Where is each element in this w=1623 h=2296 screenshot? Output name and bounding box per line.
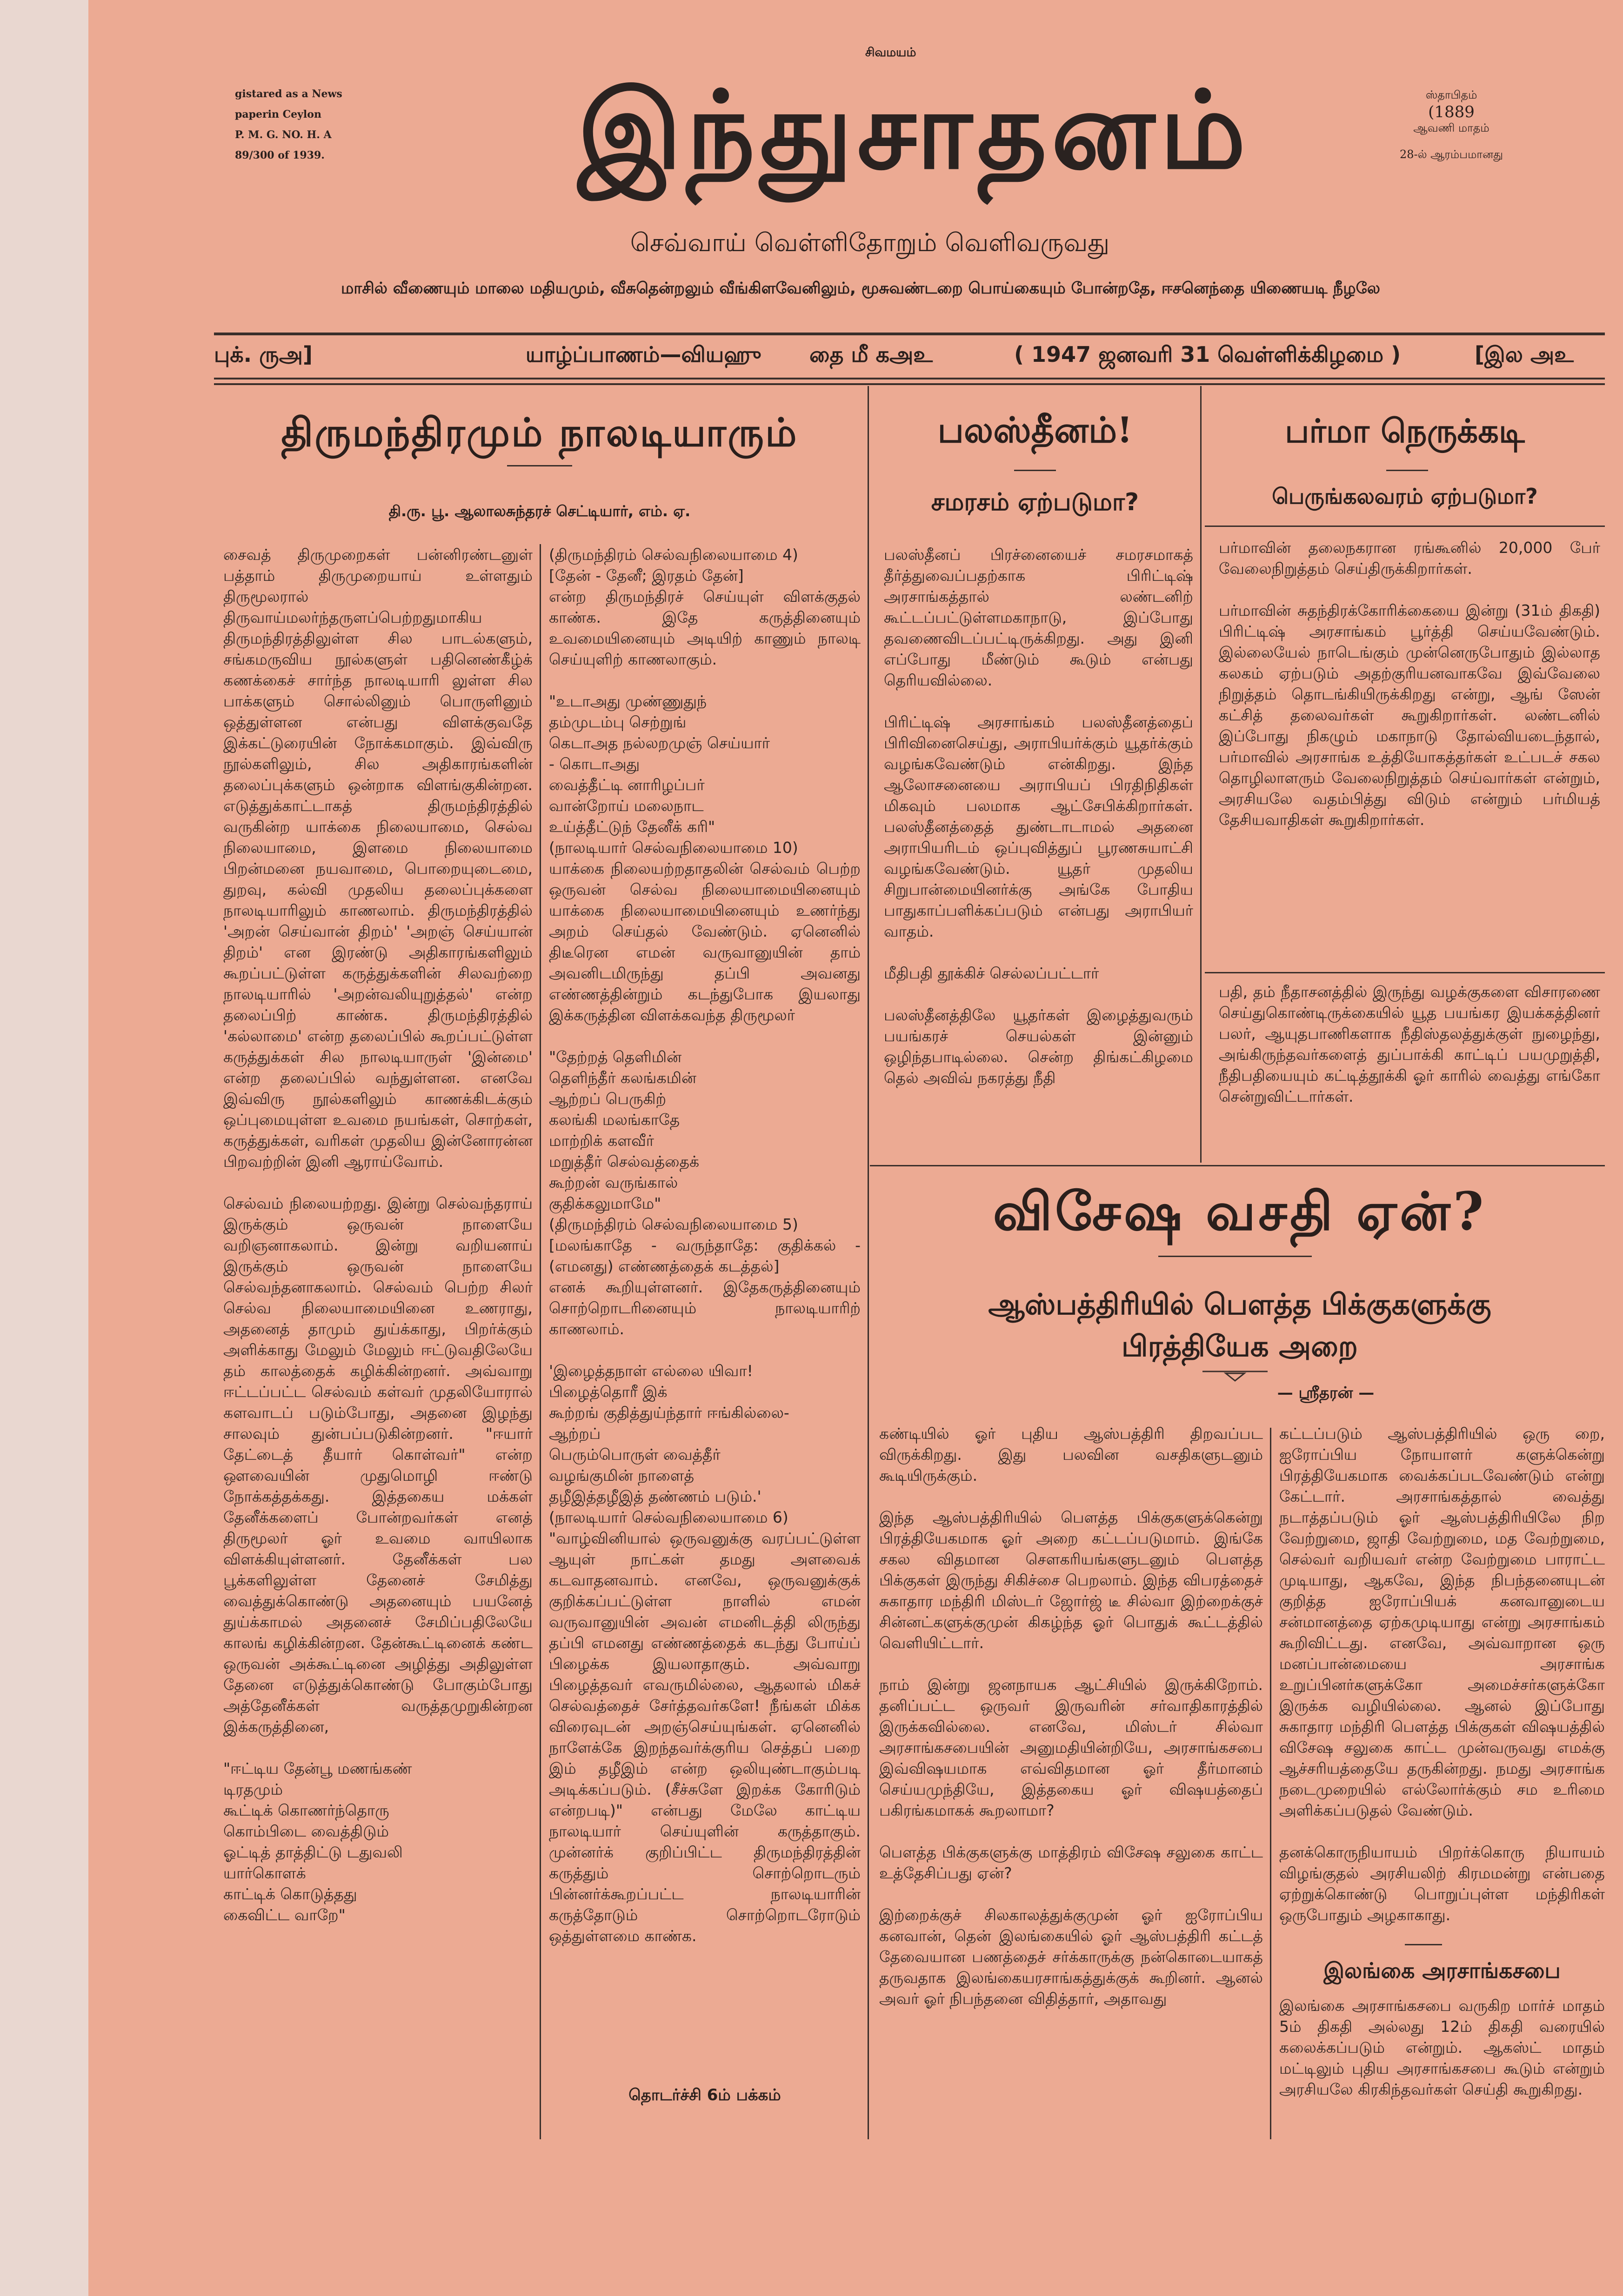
article-title: பர்மா நெருக்கடி — [1285, 412, 1525, 450]
article-subtitle: ஆஸ்பத்திரியில் பௌத்த பிக்குகளுக்கு பிரத்தியேக அறை — [988, 1287, 1491, 1363]
motto: மாசில் வீணையும் மாலை மதியமும், வீசுதென்றலும் வீங்கிளவேனிலும், மூசுவண்டறை பொய்கையும் போன்றதே, ஈசனெந்தை யிணையடி நீழலே — [341, 279, 1380, 298]
article-body: சைவத் திருமுறைகள் பன்னிரண்டனுள் பத்தாம் திருமுறையாய் உள்ளதும் திருமூலரால் திருவாய்மலர்ந்தருளப்பெற்றதுமாகிய திருமந்திரத்திலுள்ள சில பாடல்களும், சங்கமருவிய நூல்களுள் பதினெண்கீழ்க் கணக்கைச் சார்ந்த நாலடியாரி லுள்ள சில பாக்களும் சொல்லினும் பொருளினும் ஒத்துள்ளன என்பது விளக்குவதே இக்கட்டுரையின் நோக்கமாகும். இவ்விரு நூல்களிலும், சில அதிகாரங்களின் தலைப்புக்களும் ஒன்றாக விளங்குகின்றன. எடுத்துக்காட்டாகத் திருமந்திரத்தில் வருகின்ற யாக்கை நிலையாமை, செல்வ நிலையாமை, இளமை நிலையாமை பிறன்மனை நயவாமை, பொறையுடைமை, துறவு, கல்வி முதலிய தலைப்புக்களை நாலடியாரிலும் காணலாம். திருமந்திரத்தில் 'அறன் செய்வான் திறம்' 'அறஞ் செய்யான் திறம்' என இரண்டு அதிகாரங்களிலும் கூறப்பட்டுள்ள கருத்துக்களின் சிலவற்றை நாலடியாரில் 'அறன்வலியுறுத்தல்' என்ற தலைப்பிற் காண்க. திருமந்திரத்தில் 'கல்லாமை' என்ற தலைப்பில் கூறப்பட்டுள்ள கருத்துக்கள் சில நாலடியாருள் 'இன்மை' என்ற தலைப்பில் வந்துள்ளன. எனவே இவ்விரு நூல்களிலும் காணக்கிடக்கும் ஒப்புமையுள்ள உவமை நயங்கள், சொற்கள், கருத்துக்கள், வரிகள் முதலிய இன்னோரன்ன பிறவற்றின் இனி ஆராய்வோம். செல்வம் நிலையற்றது. இன்று செல்வந்தராய் இருக்கும் ஒருவன் நாளையே வறிஞனாகலாம். இன்று வறியனாய் இருக்கும் ஒருவன் நாளையே செல்வந்தனாகலாம். செல்வம் பெற்ற சிலர் செல்வ நிலையாமையினை உணராது, அதனைத் தாமும் துய்க்காது, பிறர்க்கும் அளிக்காது மேலும் மேலும் ஈட்டுவதிலேயே தம் காலத்தைக் கழிக்கின்றனர். அவ்வாறு ஈட்டப்பட்ட செல்வம் கள்வர் முதலியோரால் களவாடப் படும்போது, அதனை இழந்து சாலவும் துன்பப்படுகின்றனர். "ஈயார் தேட்டைத் தீயார் கொள்வர்" என்ற ஔவையின் முதுமொழி ஈண்டு நோக்கத்தக்கது. இத்தகைய மக்கள் தேனீக்களைப் போன்றவர்கள் எனத் திருமூலர் ஓர் உவமை வாயிலாக விளக்கியுள்ளனர். தேனீக்கள் பல பூக்களிலுள்ள தேனைச் சேமித்து வைத்துக்கொண்டு அதனையும் பயனேத் துய்க்காமல் அதனைச் சேமிப்பதிலேயே காலங் கழிக்கின்றன. தேன்கூட்டினைக் கண்ட ஒருவன் அக்கூட்டினை அழித்து அதிலுள்ள தேனை எடுத்துக்கொண்டு போகும்போது அத்தேனீக்கள் வருத்தமுறுகின்றன இக்கருத்தினை, "ஈட்டிய தேன்பூ மணங்கண் டிரதமும் கூட்டிக் கொணர்ந்தொரு கொம்பிடை வைத்திடும் ஓட்டித் தாத்திட்டு டதுவலி யார்கொளக் காட்டிக் கொடுத்தது கைவிட்ட வாறே" — [223, 546, 533, 1924]
issue-number: [இல அஉ — [1475, 342, 1574, 367]
title-underline — [1158, 1256, 1312, 1257]
column-divider — [1200, 386, 1202, 1163]
title-underline — [1386, 470, 1428, 471]
section-rule — [1205, 972, 1605, 973]
publication-place: யாழ்ப்பாணம்—வியஹு — [526, 342, 761, 367]
article-title: விசேஷ வசதி ஏன்? — [993, 1181, 1487, 1242]
continued-note: தொடர்ச்சி 6ம் பக்கம் — [628, 2086, 781, 2104]
masthead-rule — [214, 333, 1605, 335]
registration-block — [235, 84, 388, 166]
article-body: கட்டப்படும் ஆஸ்பத்திரியில் ஒரு றை, ஐரோப்பிய நோயாளர் களுக்கென்று பிரத்தியேகமாக வைக்கப்படவேண்டும் என்று கேட்டார். அரசாங்கத்தால் வைத்து நடாத்தப்படும் ஓர் ஆஸ்பத்திரியிலே நிற வேற்றுமை, ஜாதி வேற்றுமை, மத வேற்றுமை, செல்வர் வறியவர் என்ற வேற்றுமை பாராட்ட முடியாது, ஆகவே, இந்த நிபந்தனையுடன் குறித்த ஐரோப்பியக் கனவானுடைய சன்மானத்தை ஏற்கமுடியாது என்று அரசாங்கம் கூறிவிட்டது. எனவே, அவ்வாறான ஒரு மனப்பான்மையை அரசாங்க உறுப்பினர்களுக்கோ அமைச்சர்களுக்கோ இருக்க வழியில்லை. ஆனல் இப்போது சுகாதார மந்திரி பௌத்த பிக்குகள் விஷயத்தில் விசேஷ சலுகை காட்ட முன்வருவது எமக்கு ஆச்சரியத்தையே தருகின்றது. நமது அரசாங்க நடைமுறையில் எல்லோர்க்கும் சம உரிமை அளிக்கப்படுதல் வேண்டும். தனக்கொருநியாயம் பிறர்க்கொரு நியாயம் விழங்குதல் அரசியலிற் கிரமமன்று என்பதை ஏற்றுக்கொண்டு பொறுப்புள்ள மந்திரிகள் ஒருபோதும் அழகாகாது. — [1279, 1424, 1605, 1924]
article-body: இலங்கை அரசாங்கசபை வருகிற மார்ச் மாதம் 5ம் திகதி அல்லது 12ம் திகதி வரையில் கலைக்கப்படும் என்றும். ஆகஸ்ட் மாதம் மட்டிலும் புதிய அரசாங்கசபை கூடும் என்றும் அரசியலே கிரகிந்தவர்கள் செய்தி கூறுகிறது. — [1279, 1997, 1605, 2098]
issue-date: ( 1947 ஜனவரி 31 வெள்ளிக்கிழமை ) — [1014, 342, 1401, 367]
registration-line: P. M. G. NO. H. A — [235, 129, 332, 141]
article-title: பலஸ்தீனம்! — [937, 409, 1133, 451]
established-month: ஆவணி மாதம் — [1413, 121, 1489, 134]
ornament-icon — [1202, 1370, 1268, 1384]
article-body: பலஸ்தீனப் பிரச்னையைச் சமரசமாகத் தீர்த்துவைப்பதற்காக பிரிட்டிஷ் அரசாங்கத்தால் லண்டனிற் கூட்டப்பட்டுள்ளமகாநாடு, இப்போது தவணைவிடப்பட்டிருக்கிறது. அது இனி எப்போது மீண்டும் கூடும் என்பது தெரியவில்லை. பிரிட்டிஷ் அரசாங்கம் பலஸ்தீனத்தைப் பிரிவினைசெய்து, அராபியர்க்கும் யூதர்க்கும் வழங்கவேண்டும் என்கிறது. இந்த ஆலோசனையை அராபியப் பிரதிநிதிகள் மிகவும் பலமாக ஆட்சேபிக்கிறார்கள். பலஸ்தீனத்தைத் துண்டாடாமல் அதனை அராபியரிடம் ஒப்புவித்துப் பூரணசுயாட்சி வழங்கவேண்டும். யூதர் முதலிய சிறுபான்மையினர்க்கு அங்கே போதிய பாதுகாப்பளிக்கப்படும் என்பது அராபியர் வாதம். மீதிபதி தூக்கிச் செல்லப்பட்டார் பலஸ்தீனத்திலே யூதர்கள் இழைத்துவரும் பயங்கரச் செயல்கள் இன்னும் ஒழிந்தபாடில்லை. சென்ற திங்கட்கிழமை தெல் அவிவ் நகரத்து நீதி — [884, 546, 1193, 1087]
title-underline — [507, 465, 572, 466]
article-author: — ஸ்ரீதரன் — — [1277, 1384, 1375, 1402]
newspaper-title: இந்துசாதனம் — [577, 67, 1251, 193]
dateline-rule — [214, 378, 1605, 379]
article-subtitle: சமரசம் ஏற்படுமா? — [931, 488, 1139, 516]
newspaper-page — [88, 0, 1623, 2296]
article-subtitle: பெருங்கலவரம் ஏற்படுமா? — [1272, 484, 1538, 509]
article-body: கண்டியில் ஓர் புதிய ஆஸ்பத்திரி திறவப்பட விருக்கிறது. இது பலவின வசதிகளுடனும் கூடியிருக்கும். இந்த ஆஸ்பத்திரியில் பௌத்த பிக்குகளுக்கென்று பிரத்தியேகமாக ஓர் அறை கட்டப்படுமாம். இங்கே சகல விதமான சௌகரியங்களுடனும் பௌத்த பிக்குகள் இருந்து சிகிச்சை பெறலாம். இந்த விபரத்தைச் சுகாதார மந்திரி மிஸ்டர் ஜோர்ஜ் டீ சில்வா இற்றைக்குச் சின்னட்களுக்குமுன் கிகழ்ந்த ஓர் பொதுக் கூட்டத்தில் வெளியிட்டார். நாம் இன்று ஜனநாயக ஆட்சியில் இருக்கிறோம். தனிப்பட்ட ஒருவர் இருவரின் சர்வாதிகாரத்தில் இருக்கவில்லை. எனவே, மிஸ்டர் சில்வா அரசாங்கசபையின் அனுமதியின்றியே, அரசாங்கசபை இவ்விஷயமாக எவ்விதமான ஓர் தீர்மானம் செய்யமுந்தியே, இத்தகைய ஓர் விஷயத்தைப் பகிரங்கமாகக் கூறலாமா? பௌத்த பிக்குகளுக்கு மாத்திரம் விசேஷ சலுகை காட்ட உத்தேசிப்பது ஏன்? இற்றைக்குச் சிலகாலத்துக்குமுன் ஓர் ஐரோப்பிய கனவான், தென் இலங்கையில் ஓர் ஆஸ்பத்திரி கட்டத் தேவையான பணத்தைச் சர்க்காருக்கு நன்கொடையாகத் தருவதாக இலங்கையரசாங்கத்துக்குக் கூறினர். ஆனல் அவர் ஓர் நிபந்தனை விதித்தார், அதாவது — [879, 1424, 1263, 2008]
section-rule — [1405, 1944, 1442, 1945]
tamil-date: தை மீ கஅஉ — [809, 342, 933, 367]
tagline: செவ்வாய் வெள்ளிதோறும் வெளிவருவது — [630, 228, 1110, 257]
article-body: பதி, தம் நீதாசனத்தில் இருந்து வழக்குகளை விசாரணை செய்துகொண்டிருக்கையில் யூத பயங்கர இயக்கத்தினர் பலர், ஆயுதபாணிகளாக நீதிஸ்தலத்துக்குள் நுழைந்து, அங்கிருந்தவர்களைத் துப்பாக்கி காட்டிப் பயமுறுத்தி, நீதிபதியையும் கட்டித்தூக்கி ஓர் காரில் வைத்து எங்கோ சென்றுவிட்டார்கள். — [1219, 983, 1600, 1105]
article-author: தி.ரு. பூ. ஆலாலசுந்தரச் செட்டியார், எம். ஏ. — [388, 502, 691, 520]
column-divider — [540, 544, 541, 2139]
section-rule — [870, 1165, 1605, 1166]
established-note: 28-ல் ஆரம்பமானது — [1399, 148, 1503, 161]
registration-line: paperin Ceylon — [235, 108, 321, 120]
article-title: திருமந்திரமும் நாலடியாரும் — [281, 409, 798, 455]
top-label: சிவமயம் — [865, 46, 916, 60]
established-block — [1382, 88, 1521, 162]
title-underline — [1014, 470, 1056, 471]
registration-line: gistared as a News — [235, 88, 342, 100]
registration-line: 89/300 of 1939. — [235, 149, 325, 161]
column-divider — [868, 386, 869, 2139]
subtitle-rule — [1205, 526, 1605, 527]
established-label: ஸ்தாபிதம் — [1425, 88, 1477, 101]
volume-number: புக். ருஅ] — [214, 342, 313, 367]
article-body: பர்மாவின் தலைநகரான ரங்கூனில் 20,000 பேர் வேலைநிறுத்தம் செய்திருக்கிறார்கள். பர்மாவின் சுதந்திரக்கோரிக்கையை இன்று (31ம் திகதி) பிரிட்டிஷ் அரசாங்கம் பூர்த்தி செய்யவேண்டும். இல்லையேல் நாடெங்கும் முன்னெருபோதும் இல்லாத கலகம் ஏற்படும் அதற்குரியனவாகவே இவ்வேலை நிறுத்தம் தொடங்கியிருக்கிறது என்று, ஆங் ஸேன் கட்சித் தலைவர்கள் கூறுகிறார்கள். லண்டனில் இப்போது நிகழும் மகாநாடு தோல்வியடைந்தால், பர்மாவில் அரசாங்க உத்தியோகத்தர்கள் உட்படச் சகல தொழிலாளரும் வேலைநிறுத்தம் செய்வார்கள் என்றும், அரசியலே வதம்பித்து விடும் என்றும் பர்மியத் தேசியவாதிகள் கூறுகிறார்கள். — [1219, 539, 1600, 829]
dateline-rule — [214, 383, 1605, 385]
article-body: (திருமந்திரம் செல்வநிலையாமை 4) [தேன் - தேனீ; இரதம் தேன்] என்ற திருமந்திரச் செய்யுள் விளக்குதல் காண்க. இதே கருத்தினையும் உவமையினையும் அடியிற் காணும் நாலடி செய்யுளிற் காணலாகும். "உடாஅது முண்ணுதுந் தம்முடம்பு செற்றுங் கெடாஅத நல்லறமுஞ் செய்யார் - கொடாஅது வைத்தீட்டி னாரிழப்பர் வான்றோய் மலைநாட உய்த்தீட்டுந் தேனீக் கரி" (நாலடியார் செல்வநிலையாமை 10) யாக்கை நிலையற்றதாதலின் செல்வம் பெற்ற ஒருவன் செல்வ நிலையாமையினையும் யாக்கை நிலையாமையினையும் உணர்ந்து அறம் செய்தல் வேண்டும். ஏனெனில் திடீரென எமன் வருவானுயின் தாம் அவனிடமிருந்து தப்பி அவனது எண்ணத்தின்றும் கடந்துபோக இயலாது இக்கருத்தின விளக்கவந்த திருமூலர் "தேற்றத் தெளிமின் தெளிந்தீர் கலங்கமின் ஆற்றப் பெருகிற் கலங்கி மலங்காதே மாற்றிக் களவீர் மறுத்தீர் செல்வத்தைக் கூற்றன் வருங்கால் குதிக்கலுமாமே" (திருமந்திரம் செல்வநிலையாமை 5) [மலங்காதே - வருந்தாதே: குதிக்கல் - (எமனது) எண்ணத்தைக் கடத்தல்] எனக் கூறியுள்ளனர். இதேகருத்தினையும் சொற்றொடரினையும் நாலடியாரிற் காணலாம். 'இழைத்தநாள் எல்லை யிவா! பிழைத்தொரீ இக் கூற்றங் குதித்துய்ந்தார் ஈங்கில்லை- ஆற்றப் பெரும்பொருள் வைத்தீர் வழங்குமின் நாளைத் தழீஇத்தழீஇத் தண்ணம் படும்.' (நாலடியார் செல்வநிலையாமை 6) "வாழ்வினியால் ஒருவனுக்கு வரப்பட்டுள்ள ஆயுள் நாட்கள் தமது அளவைக் கடவாதனவாம். எனவே, ஒருவனுக்குக் குறிக்கப்பட்டுள்ள நாளில் எமன் வருவானுயின் அவன் எமனிடத்தி லிருந்து தப்பி எமனது எண்ணத்தைக் கடந்து போய்ப் பிழைக்க இயலாதாகும். அவ்வாறு பிழைத்தவர் எவருமில்லை, ஆதலால் மிகச் செல்வத்தைச் சேர்த்தவர்களே! நீங்கள் மிக்க விரைவுடன் அறஞ்செய்யுங்கள். ஏனெனில் நாளேக்கே இறந்தவர்க்குரிய செத்தப் பறை இம் தழீஇம் என்ற ஒலியுண்டாகும்படி அடிக்கப்படும். (சீச்சுளே இறக்க கோரிடும் என்றபடி)" என்பது மேலே காட்டிய நாலடியார் செய்யுளின் கருத்தாகும். முன்னர்க் குறிப்பிட்ட திருமந்திரத்தின் கருத்தும் சொற்றொடரும் பின்னர்க்கூறப்பட்ட நாலடியாரின் கருத்தோடும் சொற்றொடரோடும் ஒத்துள்ளமை காண்க. — [549, 546, 861, 1945]
dateline — [214, 342, 1605, 374]
article-subhead: இலங்கை அரசாங்கசபை — [1323, 1958, 1561, 1983]
column-divider — [1270, 1428, 1271, 2139]
established-year: (1889 — [1428, 103, 1475, 121]
